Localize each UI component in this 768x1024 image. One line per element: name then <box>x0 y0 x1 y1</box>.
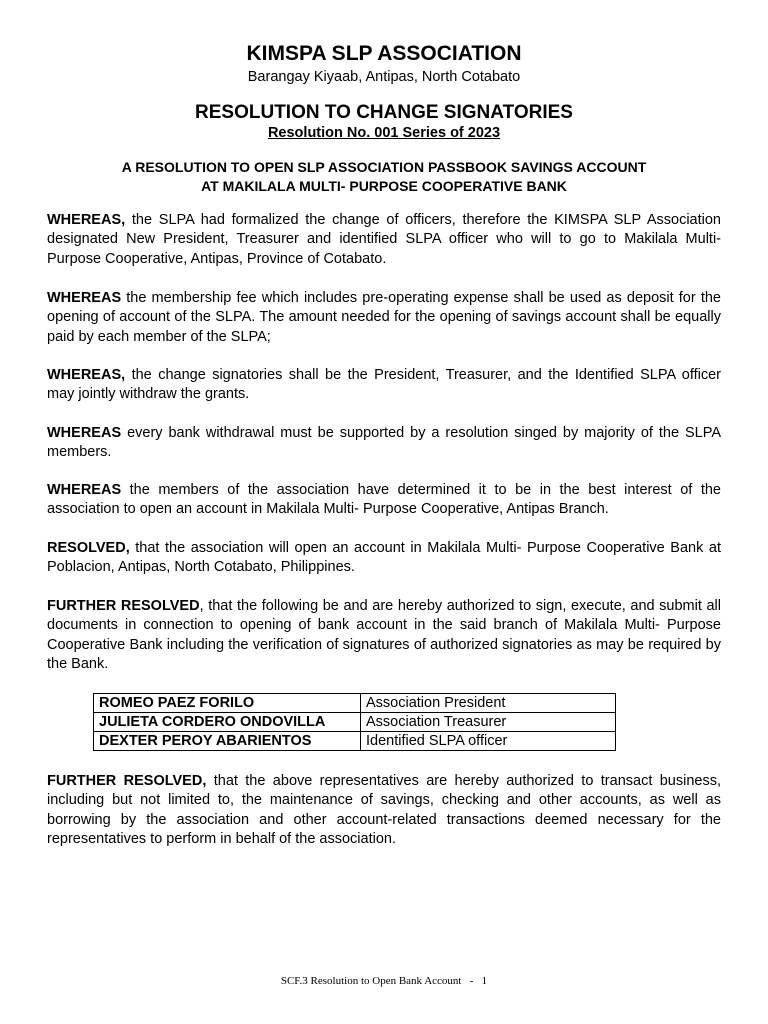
further-resolved-paragraph-2 <box>47 772 721 849</box>
subtitle-line-2: AT MAKILALA MULTI- PURPOSE COOPERATIVE BANK <box>201 178 567 194</box>
paragraph-lead: FURTHER RESOLVED <box>47 598 200 614</box>
resolution-number: Resolution No. 001 Series of 2023 <box>267 125 501 141</box>
paragraph-lead: FURTHER RESOLVED, <box>47 773 207 789</box>
whereas-paragraph-3 <box>47 366 721 405</box>
signatory-name: JULIETA CORDERO ONDOVILLA <box>94 713 361 732</box>
paragraph-text: that the above representatives are hereby authorized to transact business, including but not limited to, the maintenance of savings, checking and other accounts, as well as borrowing by the association and other account-related transactions deemed necessary for the representatives to perform in behalf of the association. <box>47 773 721 847</box>
paragraph-text: that the association will open an account in Makilala Multi- Purpose Cooperative Bank at Poblacion, Antipas, North Cotabato, Philippines. <box>47 540 721 576</box>
page-footer: SCF.3 Resolution to Open Bank Account - 1 <box>280 975 488 987</box>
paragraph-lead: RESOLVED, <box>47 540 130 556</box>
paragraph-text: the membership fee which includes pre-operating expense shall be used as deposit for the opening of account of the SLPA. The amount needed for the opening of savings account shall be equally paid by each member of the SLPA; <box>47 290 721 345</box>
whereas-paragraph-1 <box>47 211 721 269</box>
resolved-paragraph <box>47 539 721 578</box>
signatories-table <box>93 693 616 751</box>
table-row <box>94 713 616 732</box>
paragraph-lead: WHEREAS <box>47 425 122 441</box>
paragraph-lead: WHEREAS <box>47 290 122 306</box>
paragraph-text: the members of the association have determined it to be in the best interest of the association to open an account in Makilala Multi- Purpose Cooperative, Antipas Branch. <box>47 482 721 518</box>
resolution-title: RESOLUTION TO CHANGE SIGNATORIES <box>195 102 573 123</box>
signatory-position: Association Treasurer <box>361 713 616 732</box>
table-row <box>94 732 616 751</box>
subtitle-line-1: A RESOLUTION TO OPEN SLP ASSOCIATION PASSBOOK SAVINGS ACCOUNT <box>121 159 647 175</box>
further-resolved-paragraph-1 <box>47 597 721 674</box>
organization-address: Barangay Kiyaab, Antipas, North Cotabato <box>247 69 521 85</box>
paragraph-lead: WHEREAS <box>47 482 122 498</box>
whereas-paragraph-4 <box>47 424 721 463</box>
paragraph-text: the SLPA had formalized the change of officers, therefore the KIMSPA SLP Association designated New President, Treasurer and identified SLPA officer who will to go to Makilala Multi- Purpose Cooperative, Antipas, Province of Cotabato. <box>47 212 721 267</box>
signatory-position: Identified SLPA officer <box>361 732 616 751</box>
signatory-name: DEXTER PEROY ABARIENTOS <box>94 732 361 751</box>
paragraph-lead: WHEREAS, <box>47 212 126 228</box>
signatory-name: ROMEO PAEZ FORILO <box>94 694 361 713</box>
table-row <box>94 694 616 713</box>
resolution-subtitle <box>0 158 768 196</box>
paragraph-text: , that the following be and are hereby authorized to sign, execute, and submit all documents in connection to opening of bank account in the said branch of Makilala Multi- Purpose Cooperative Bank including the verification of signatures of authorized signatories as may be required by the Bank. <box>47 598 721 672</box>
whereas-paragraph-2 <box>47 289 721 347</box>
paragraph-text: the change signatories shall be the President, Treasurer, and the Identified SLPA officer may jointly withdraw the grants. <box>47 367 721 403</box>
organization-name: KIMSPA SLP ASSOCIATION <box>246 42 522 65</box>
paragraph-text: every bank withdrawal must be supported by a resolution singed by majority of the SLPA members. <box>47 425 721 461</box>
whereas-paragraph-5 <box>47 481 721 520</box>
paragraph-lead: WHEREAS, <box>47 367 126 383</box>
signatory-position: Association President <box>361 694 616 713</box>
